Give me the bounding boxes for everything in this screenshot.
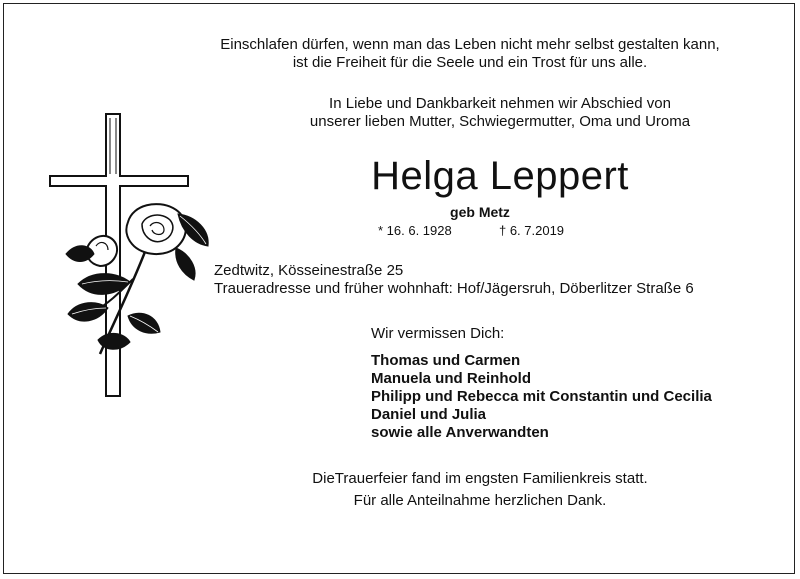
mourner-name: Manuela und Reinhold [371,370,531,387]
quote-line-1: Einschlafen dürfen, wenn man das Leben nicht mehr selbst gestalten kann, [220,36,720,53]
mourner-name: sowie alle Anverwandten [371,424,549,441]
quote-line-2: ist die Freiheit für die Seele und ein Trost für uns alle. [292,54,648,71]
mourner-name: Thomas und Carmen [371,352,521,369]
closing-text [250,468,710,512]
address [214,262,694,298]
address-line-2: Traueradresse und früher wohnhaft: Hof/Jägersruh, Döberlitzer Straße 6 [214,280,694,297]
mourners-heading: Wir vermissen Dich: [371,325,505,342]
intro-line-2: unserer lieben Mutter, Schwiegermutter, Oma und Uroma [309,113,691,130]
closing-line-1: DieTrauerfeier fand im engsten Familienkreis statt. [312,470,648,487]
death-date: † 6. 7.2019 [498,223,565,238]
cross-with-rose-icon [38,104,218,404]
birth-date: * 16. 6. 1928 [378,223,452,238]
mourners-list [371,352,712,442]
intro-line-1: In Liebe und Dankbarkeit nehmen wir Abschied von [329,95,671,112]
maiden-name: geb Metz [450,204,510,220]
quote [190,36,750,72]
address-line-1: Zedtwitz, Kösseinestraße 25 [214,262,404,279]
mourner-name: Daniel und Julia [371,406,487,423]
mourner-name: Philipp und Rebecca mit Constantin und Cecilia [371,388,712,405]
closing-line-2: Für alle Anteilnahme herzlichen Dank. [353,492,607,509]
life-dates [378,222,598,240]
intro-text [240,95,760,131]
deceased-name: Helga Leppert [371,154,629,198]
